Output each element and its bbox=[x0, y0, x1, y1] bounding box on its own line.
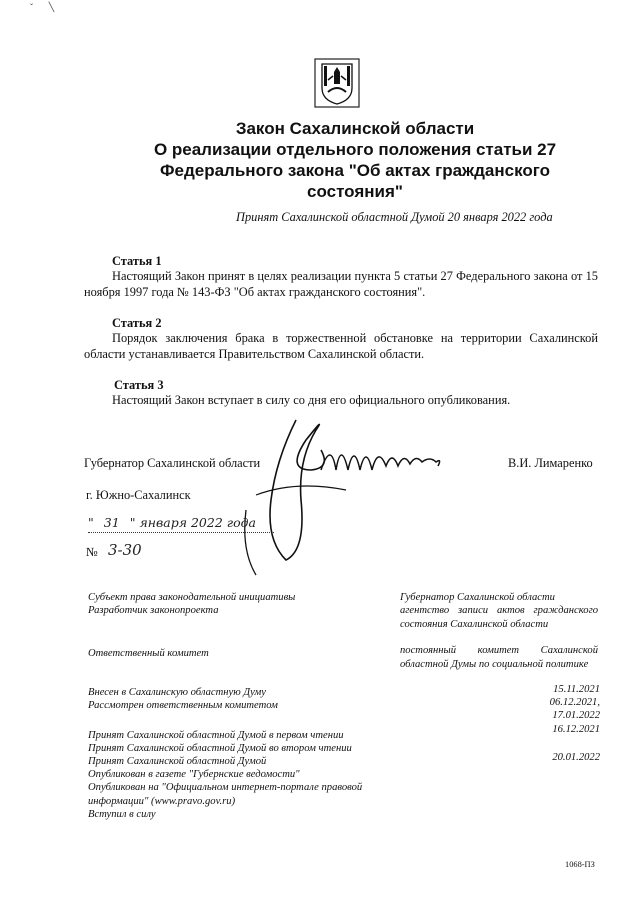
governor-name: В.И. Лимаренко bbox=[508, 456, 593, 470]
date-adopted: 20.01.2022 bbox=[552, 752, 600, 763]
meta-label-adopted: Принят Сахалинской областной Думой bbox=[88, 756, 267, 767]
city: г. Южно-Сахалинск bbox=[86, 488, 191, 502]
signing-day: 31 bbox=[103, 515, 120, 530]
meta-label-second-reading: Принят Сахалинской областной Думой во втором чтении bbox=[88, 743, 352, 754]
adoption-note: Принят Сахалинской областной Думой 20 января 2022 года bbox=[236, 210, 553, 224]
governor-position: Губернатор Сахалинской области bbox=[84, 456, 261, 470]
article-1-text: Настоящий Закон принят в целях реализации пункта 5 статьи 27 Федерального закона от 15 ноября 1997 года № 143-ФЗ "Об актах гражданского состояния". bbox=[84, 269, 598, 299]
meta-committee: постоянный комитет Сахалинской областной Думы по социальной политике bbox=[400, 645, 598, 670]
document-code: 1068-ПЗ bbox=[565, 860, 595, 869]
meta-label-published-portal: Опубликован на "Официальном интернет-портале правовой информации" (www.pravo.gov.ru) bbox=[88, 782, 363, 807]
law-title-line-4: состояния" bbox=[307, 182, 403, 201]
law-title-line-1: Закон Сахалинской области bbox=[235, 119, 475, 138]
article-3-text: Настоящий Закон вступает в силу со дня его официального опубликования. bbox=[112, 393, 511, 407]
scan-mark: ˇ ╲ bbox=[30, 2, 55, 12]
date-submitted: 15.11.2021 bbox=[553, 684, 600, 695]
date-committee-2: 17.01.2022 bbox=[552, 710, 600, 721]
meta-label-published-newspaper: Опубликован в газете "Губернские ведомости" bbox=[88, 769, 300, 780]
number-prefix: № bbox=[86, 545, 98, 559]
meta-label-considered: Рассмотрен ответственным комитетом bbox=[88, 700, 278, 711]
law-number: 3-30 bbox=[108, 541, 142, 559]
date-committee-1: 06.12.2021, bbox=[549, 697, 600, 708]
meta-label-first-reading: Принят Сахалинской областной Думой в первом чтении bbox=[88, 730, 344, 741]
meta-developer: агентство записи актов гражданского состояния Сахалинской области bbox=[400, 605, 598, 630]
coat-of-arms-icon bbox=[314, 58, 360, 108]
article-3-heading: Статья 3 bbox=[114, 378, 164, 392]
meta-label-initiator: Субъект права законодательной инициативы bbox=[88, 592, 296, 603]
law-title-line-3: Федерального закона "Об актах гражданского bbox=[160, 161, 550, 180]
signing-date: " 31 " января 2022 года bbox=[88, 515, 274, 533]
meta-initiator: Губернатор Сахалинской области bbox=[400, 592, 555, 603]
article-1-heading: Статья 1 bbox=[112, 254, 162, 268]
article-2-text: Порядок заключения брака в торжественной обстановке на территории Сахалинской области устанавливается Правительством Сахалинской области. bbox=[84, 331, 598, 361]
signing-month-year: января 2022 года bbox=[139, 515, 256, 530]
law-title-line-2: О реализации отдельного положения статьи 27 bbox=[153, 140, 557, 159]
meta-label-developer: Разработчик законопроекта bbox=[88, 605, 219, 616]
date-first-reading: 16.12.2021 bbox=[552, 724, 600, 735]
meta-label-submitted: Внесен в Сахалинскую областную Думу bbox=[88, 687, 266, 698]
meta-label-committee: Ответственный комитет bbox=[88, 648, 209, 659]
meta-label-effective: Вступил в силу bbox=[88, 809, 156, 820]
signature-scribble-icon bbox=[226, 400, 466, 580]
article-2-heading: Статья 2 bbox=[112, 316, 162, 330]
